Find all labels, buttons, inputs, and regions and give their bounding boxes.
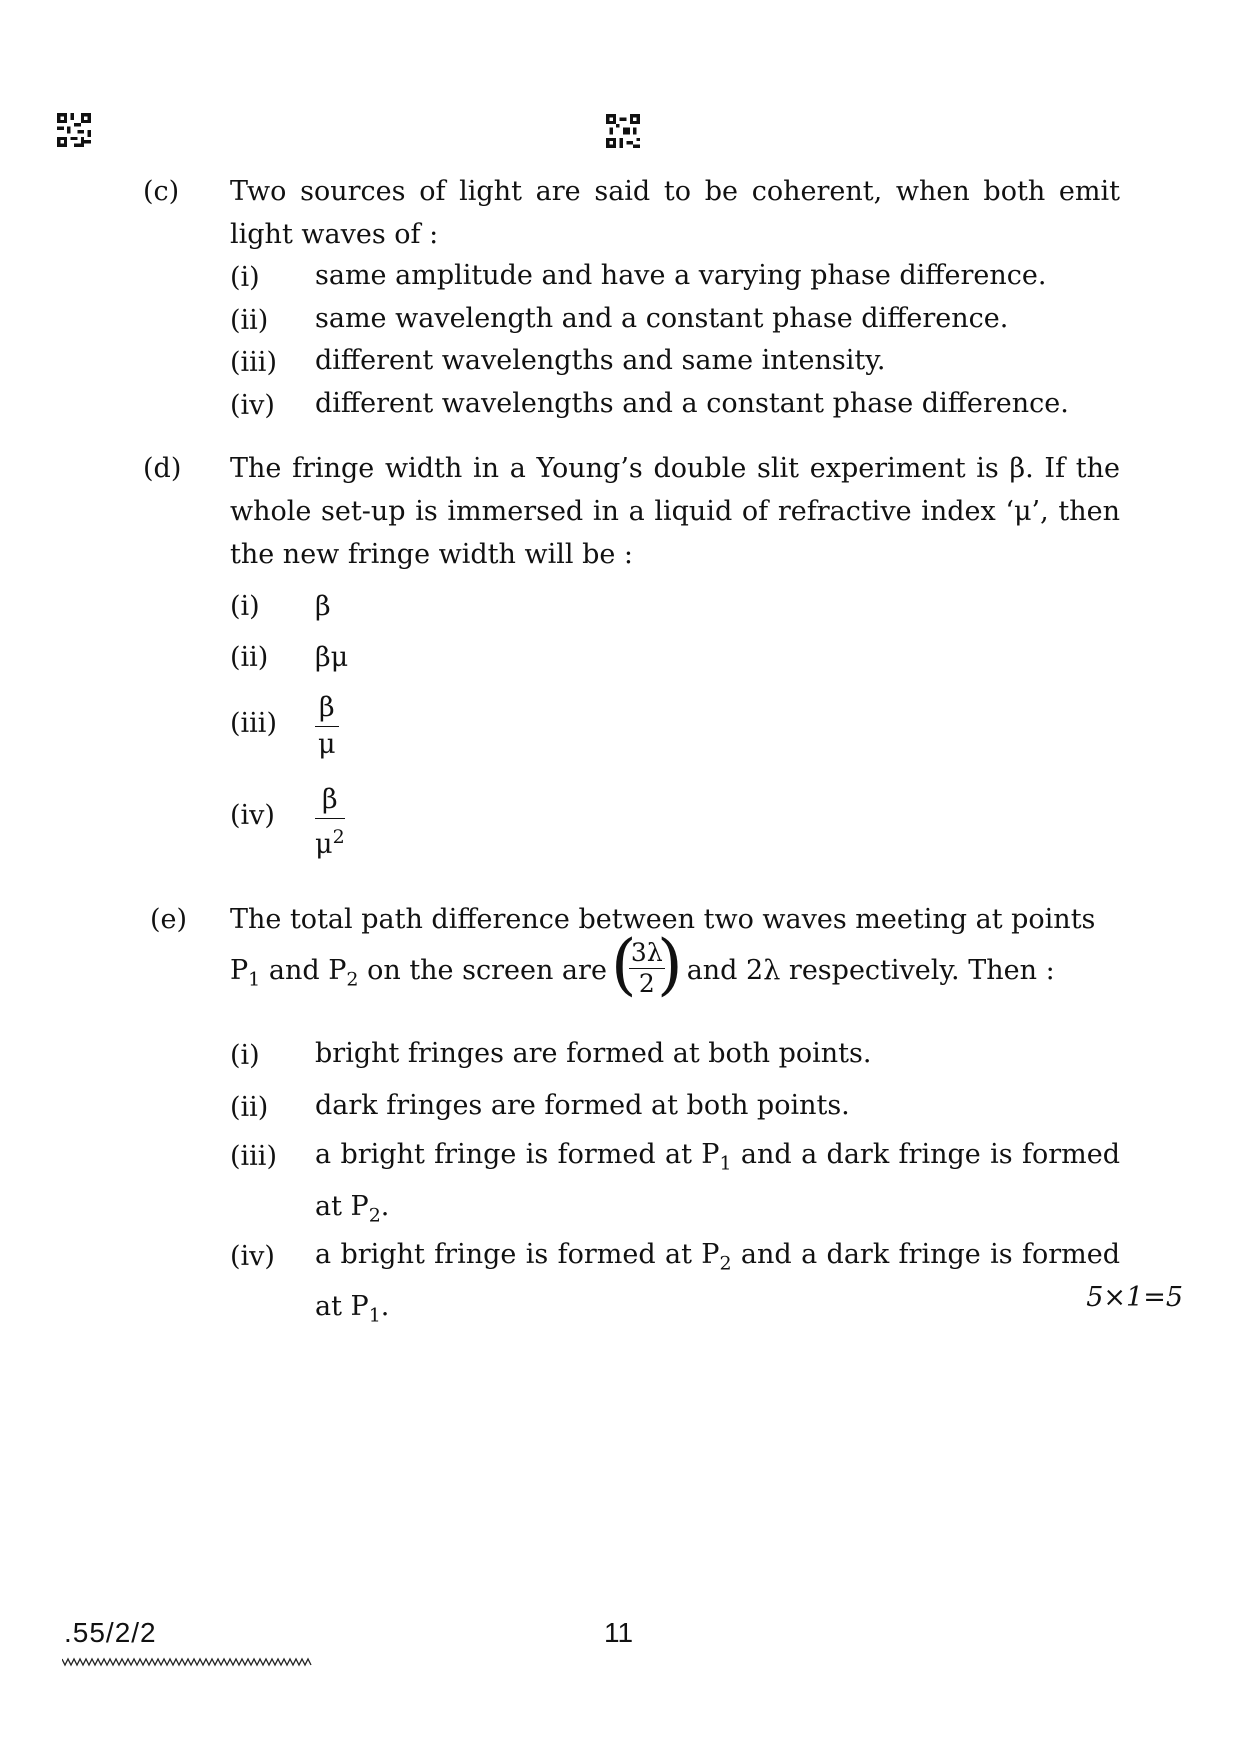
option-number: (iii)	[230, 1141, 277, 1172]
option-text: different wavelengths and a constant phase difference.	[315, 388, 1069, 419]
option-number: (ii)	[230, 642, 269, 673]
question-label: (c)	[143, 176, 180, 207]
option-text: a bright fringe is formed at $P_1$ and a dark fringe is formed at $P_2$.	[315, 1139, 1120, 1227]
option-number: (iv)	[230, 1241, 275, 1272]
option-number: (iv)	[230, 800, 275, 831]
fraction-numerator: β	[322, 784, 338, 815]
option-number: (i)	[230, 262, 260, 293]
option-expression: β	[315, 591, 331, 622]
option-text: different wavelengths and same intensity.	[315, 345, 886, 376]
fraction	[315, 690, 339, 763]
option-text: bright fringes are formed at both points.	[315, 1038, 872, 1069]
option-text: same wavelength and a constant phase difference.	[315, 303, 1009, 334]
marks-allocation: 5×1=5	[1086, 1282, 1183, 1313]
fraction	[315, 782, 345, 863]
question-text-line2: $P_1$ and $P_2$ on the screen are ( $\frac{3\lambda}{2}$ ) and 2λ respectively. Then :	[230, 926, 1055, 1003]
question-label: (d)	[143, 453, 182, 484]
option-text: same amplitude and have a varying phase difference.	[315, 260, 1047, 291]
question-text-line1: The total path difference between two waves meeting at points	[230, 904, 1096, 935]
option-number: (ii)	[230, 305, 269, 336]
paper-code: .55/2/2	[64, 1617, 157, 1648]
denominator-power: 2	[332, 826, 345, 848]
option-number: (iii)	[230, 708, 277, 739]
option-number: (i)	[230, 591, 260, 622]
option-number: (iii)	[230, 347, 277, 378]
fraction-denominator: μ	[318, 729, 336, 760]
option-expression: βμ	[315, 642, 349, 673]
question-text: The fringe width in a Young’s double slit experiment is β. If the whole set-up is immersed in a liquid of refractive index ‘μ’, then the new fringe width will be :	[230, 453, 1120, 570]
qr-code-icon	[606, 114, 640, 148]
question-label: (e)	[150, 904, 188, 935]
denominator-base: μ	[315, 829, 333, 860]
option-number: (iv)	[230, 390, 275, 421]
fraction-denominator	[315, 819, 345, 863]
path-difference-fraction: ( $\frac{3\lambda}{2}$ )	[610, 926, 683, 1003]
option-text: dark fringes are formed at both points.	[315, 1090, 850, 1121]
qr-code-icon	[57, 113, 91, 147]
wavy-underline	[62, 1656, 312, 1668]
point-p1: P	[230, 955, 249, 986]
question-text: Two sources of light are said to be coherent, when both emit light waves of :	[230, 176, 1120, 250]
option-number: (ii)	[230, 1092, 269, 1123]
option-number: (i)	[230, 1040, 260, 1071]
page-number: 11	[604, 1617, 634, 1648]
fraction-numerator: β	[319, 692, 335, 723]
point-p2: P	[328, 955, 347, 986]
option-text: a bright fringe is formed at $P_2$ and a dark fringe is formed at $P_1$.	[315, 1239, 1120, 1327]
